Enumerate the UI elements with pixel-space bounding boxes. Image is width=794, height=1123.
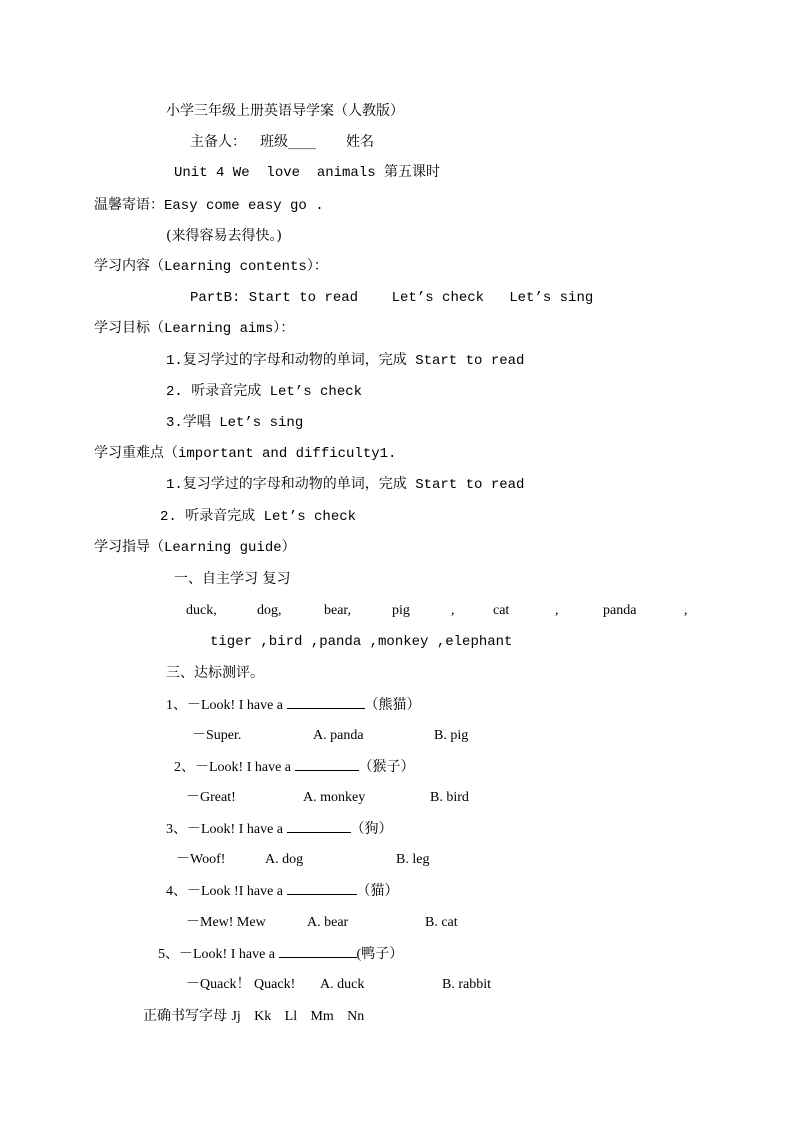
option-b: B. rabbit (442, 977, 491, 992)
letter-pair: Nn (347, 1009, 365, 1024)
aim-item: 3.学唱 Let’s sing (166, 415, 304, 431)
question-number: 2、 (174, 760, 195, 775)
preparer-label: 主备人： (190, 134, 246, 150)
difficulties-heading: 学习重难点（important and difficulty1. (94, 446, 397, 462)
option-a: A. dog (265, 852, 304, 867)
aim-item: 2. 听录音完成 Let’s check (166, 384, 363, 400)
page-title: 小学三年级上册英语导学案（人教版） (166, 103, 404, 119)
unit-title: Unit 4 We love animals 第五课时 (174, 165, 441, 181)
word-item: dog, (257, 603, 282, 618)
question-prompt: －Look! I have a (187, 822, 284, 837)
option-a: A. bear (307, 915, 349, 930)
question-5 (158, 945, 403, 964)
answer-blank[interactable] (287, 820, 351, 833)
option-b: B. cat (425, 915, 458, 930)
difficulty-item: 2. 听录音完成 Let’s check (160, 509, 357, 525)
option-a: A. panda (313, 728, 364, 743)
question-prompt: －Look !I have a (187, 884, 284, 899)
letter-pair: Ll (284, 1009, 298, 1024)
word-item: duck, (186, 603, 217, 618)
question-prompt: －Look! I have a (179, 947, 276, 962)
question-number: 5、 (158, 947, 179, 962)
question-reply: －Great! (186, 790, 236, 805)
question-prompt: －Look! I have a (187, 698, 284, 713)
motto-translation: (来得容易去得快。) (166, 228, 282, 244)
option-b: B. leg (396, 852, 430, 867)
motto-label: 温馨寄语： (94, 197, 164, 213)
question-2 (174, 758, 415, 777)
word-item: , (451, 603, 455, 618)
motto-line (94, 196, 324, 215)
option-b: B. bird (430, 790, 469, 805)
section-three-heading: 三、达标测评。 (166, 665, 264, 681)
aims-heading: 学习目标（Learning aims）： (94, 321, 295, 337)
letter-pair: Mm (310, 1009, 334, 1024)
option-b: B. pig (434, 728, 469, 743)
question-hint: （猴子） (358, 760, 415, 775)
answer-blank[interactable] (279, 945, 357, 958)
letters-line (143, 1007, 364, 1026)
question-reply: －Quack！ Quack! (186, 977, 296, 992)
difficulty-item: 1.复习学过的字母和动物的单词，完成 Start to read (166, 477, 525, 493)
answer-blank[interactable] (287, 696, 365, 709)
question-reply: －Mew! Mew (186, 915, 266, 930)
contents-text: PartB: Start to read Let’s check Let’s sing (190, 290, 594, 306)
question-hint: （猫） (356, 884, 399, 899)
aim-item: 1.复习学过的字母和动物的单词，完成 Start to read (166, 353, 525, 369)
question-number: 4、 (166, 884, 187, 899)
letters-label: 正确书写字母 (143, 1008, 227, 1024)
word-item: cat (493, 603, 510, 618)
contents-heading: 学习内容（Learning contents）： (94, 259, 328, 275)
motto-text: Easy come easy go . (164, 198, 324, 214)
answer-blank[interactable] (287, 882, 357, 895)
question-number: 1、 (166, 698, 187, 713)
guide-heading: 学习指导（Learning guide） (94, 540, 296, 556)
section-one-heading: 一、自主学习 复习 (174, 571, 291, 587)
option-a: A. duck (320, 977, 365, 992)
word-item: , (684, 603, 688, 618)
question-4 (166, 882, 399, 901)
letter-pair: Kk (254, 1009, 272, 1024)
class-field-label: 班级____ (260, 134, 316, 150)
preparer-line (190, 133, 374, 151)
question-number: 3、 (166, 822, 187, 837)
question-hint: （熊猫） (364, 698, 421, 713)
question-reply: －Super. (192, 728, 242, 743)
word-row-two: tiger ,bird ,panda ,monkey ,elephant (210, 634, 513, 650)
name-field-label: 姓名 (346, 134, 374, 150)
question-3 (166, 820, 393, 839)
option-a: A. monkey (303, 790, 366, 805)
word-item: panda (603, 603, 637, 618)
word-item: pig (392, 603, 410, 618)
question-hint: (鸭子） (356, 947, 404, 962)
answer-blank[interactable] (295, 758, 359, 771)
letter-pair: Jj (231, 1009, 241, 1024)
word-item: , (555, 603, 559, 618)
question-1 (166, 696, 421, 715)
question-hint: （狗） (350, 822, 393, 837)
question-reply: －Woof! (176, 852, 226, 867)
word-item: bear, (324, 603, 352, 618)
question-prompt: －Look! I have a (195, 760, 292, 775)
